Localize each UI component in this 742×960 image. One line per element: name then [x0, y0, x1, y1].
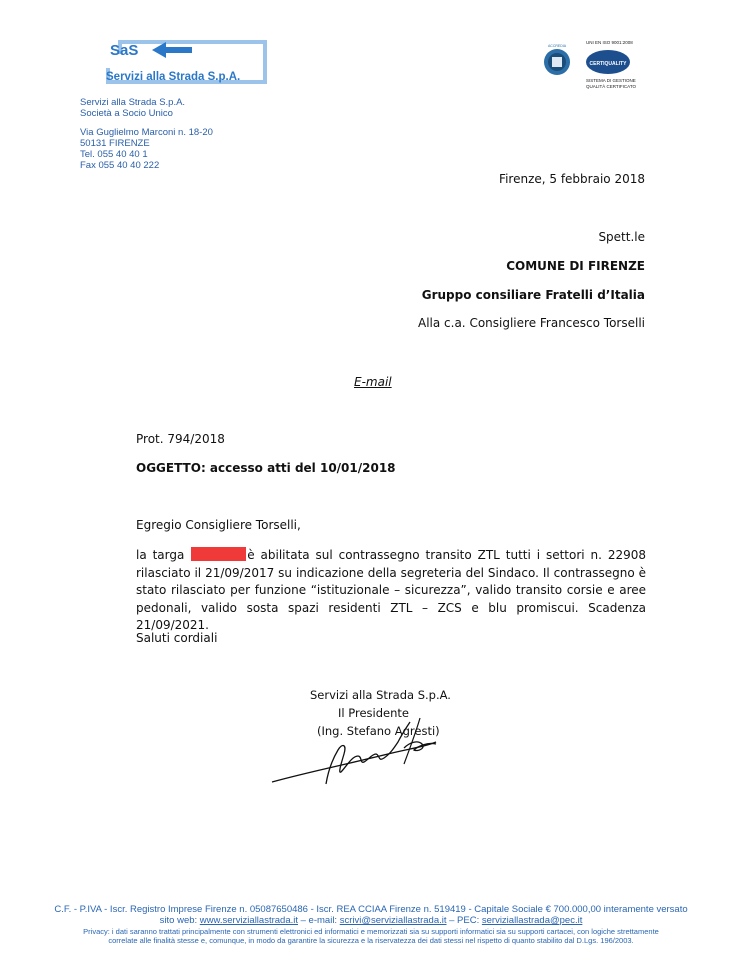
- recipient-group: Gruppo consiliare Fratelli d’Italia: [421, 288, 645, 302]
- sender-company-name: Servizi alla Strada S.p.A.: [80, 97, 186, 108]
- footer-web-label: sito web:: [159, 915, 200, 926]
- closing: Saluti cordiali: [136, 631, 218, 645]
- cert-caption-1: SISTEMA DI GESTIONE: [586, 78, 636, 83]
- sender-company-type: Società a Socio Unico: [80, 108, 173, 119]
- svg-text:ACCREDIA: ACCREDIA: [547, 44, 567, 48]
- sender-address-block: [80, 127, 213, 171]
- logo-short-text: SaS: [110, 42, 139, 59]
- svg-text:CERTIQUALITY: CERTIQUALITY: [589, 61, 627, 67]
- signature-name: (Ing. Stefano Agresti): [317, 724, 440, 738]
- paragraph-rest: è abilitata sul contrassegno transito ZTL tutti i settori n. 22908 rilasciato il 21/09/2017 su indicazione della segreteria del Sindaco. Il contrassegno è stato rilasciato per funzione “istituzionale – sicurezza”, valido transito corsie e aree pedonali, valido sosta spazi residenti ZTL – ZCS e blu promiscui. Scadenza 21/09/2021.: [136, 548, 646, 632]
- certification-logos: [542, 40, 642, 90]
- recipient-title: Spett.le: [598, 230, 645, 244]
- signature-company: Servizi alla Strada S.p.A.: [310, 688, 451, 702]
- redacted-plate: [191, 547, 246, 561]
- email-link[interactable]: scrivi@serviziallastrada.it: [339, 915, 447, 926]
- footer-privacy-2: correlate alle finalità stesse e, comunque, in modo da garantire la sicurezza e la riservatezza dei dati stessi nel rispetto di quanto stabilito dal D.Lgs. 196/2003.: [108, 936, 634, 945]
- certiquality-icon: [586, 50, 630, 74]
- protocol-number: Prot. 794/2018: [136, 432, 225, 446]
- footer-email-label: – e-mail:: [298, 915, 340, 926]
- sender-fax: Fax 055 40 40 222: [80, 160, 160, 171]
- cert-standard-text: UNI EN ISO 9001:2008: [586, 40, 633, 45]
- greeting: Egregio Consigliere Torselli,: [136, 518, 301, 532]
- signature-role: Il Presidente: [338, 706, 409, 720]
- cert-caption-2: QUALITÀ CERTIFICATO: [586, 84, 637, 89]
- sender-city: 50131 FIRENZE: [80, 138, 150, 149]
- sender-company-block: [80, 97, 185, 119]
- footer-pec-label: – PEC:: [446, 915, 482, 926]
- footer-privacy-1: Privacy: i dati saranno trattati principalmente con strumenti elettronici ed informatici e memorizzati sia su supporti informatici sia su supporti cartacei, con logiche strettamente: [83, 927, 659, 936]
- recipient-municipality: COMUNE DI FIRENZE: [506, 259, 645, 273]
- subject-line: OGGETTO: accesso atti del 10/01/2018: [136, 461, 396, 475]
- footer-company-data: C.F. - P.IVA - Iscr. Registro Imprese Firenze n. 05087650486 - Iscr. REA CCIAA Firenze n. 519419 - Capitale Sociale € 700.000,00 interamente versato: [54, 904, 688, 915]
- paragraph-start: la targa: [136, 548, 191, 562]
- logo-name-text: Servizi alla Strada S.p.A.: [106, 71, 241, 83]
- website-link[interactable]: www.serviziallastrada.it: [199, 915, 298, 926]
- letter-date: Firenze, 5 febbraio 2018: [499, 172, 645, 186]
- pec-link[interactable]: serviziallastrada@pec.it: [481, 915, 583, 926]
- handwritten-signature: [268, 712, 448, 792]
- delivery-method: E-mail: [354, 375, 392, 389]
- sas-logo: [80, 38, 275, 90]
- accredia-icon: [544, 44, 570, 75]
- footer-contacts: [0, 915, 742, 926]
- body-paragraph: [136, 547, 646, 635]
- sender-street: Via Guglielmo Marconi n. 18-20: [80, 127, 213, 138]
- sender-phone: Tel. 055 40 40 1: [80, 149, 148, 160]
- recipient-attention: Alla c.a. Consigliere Francesco Torselli: [418, 316, 645, 330]
